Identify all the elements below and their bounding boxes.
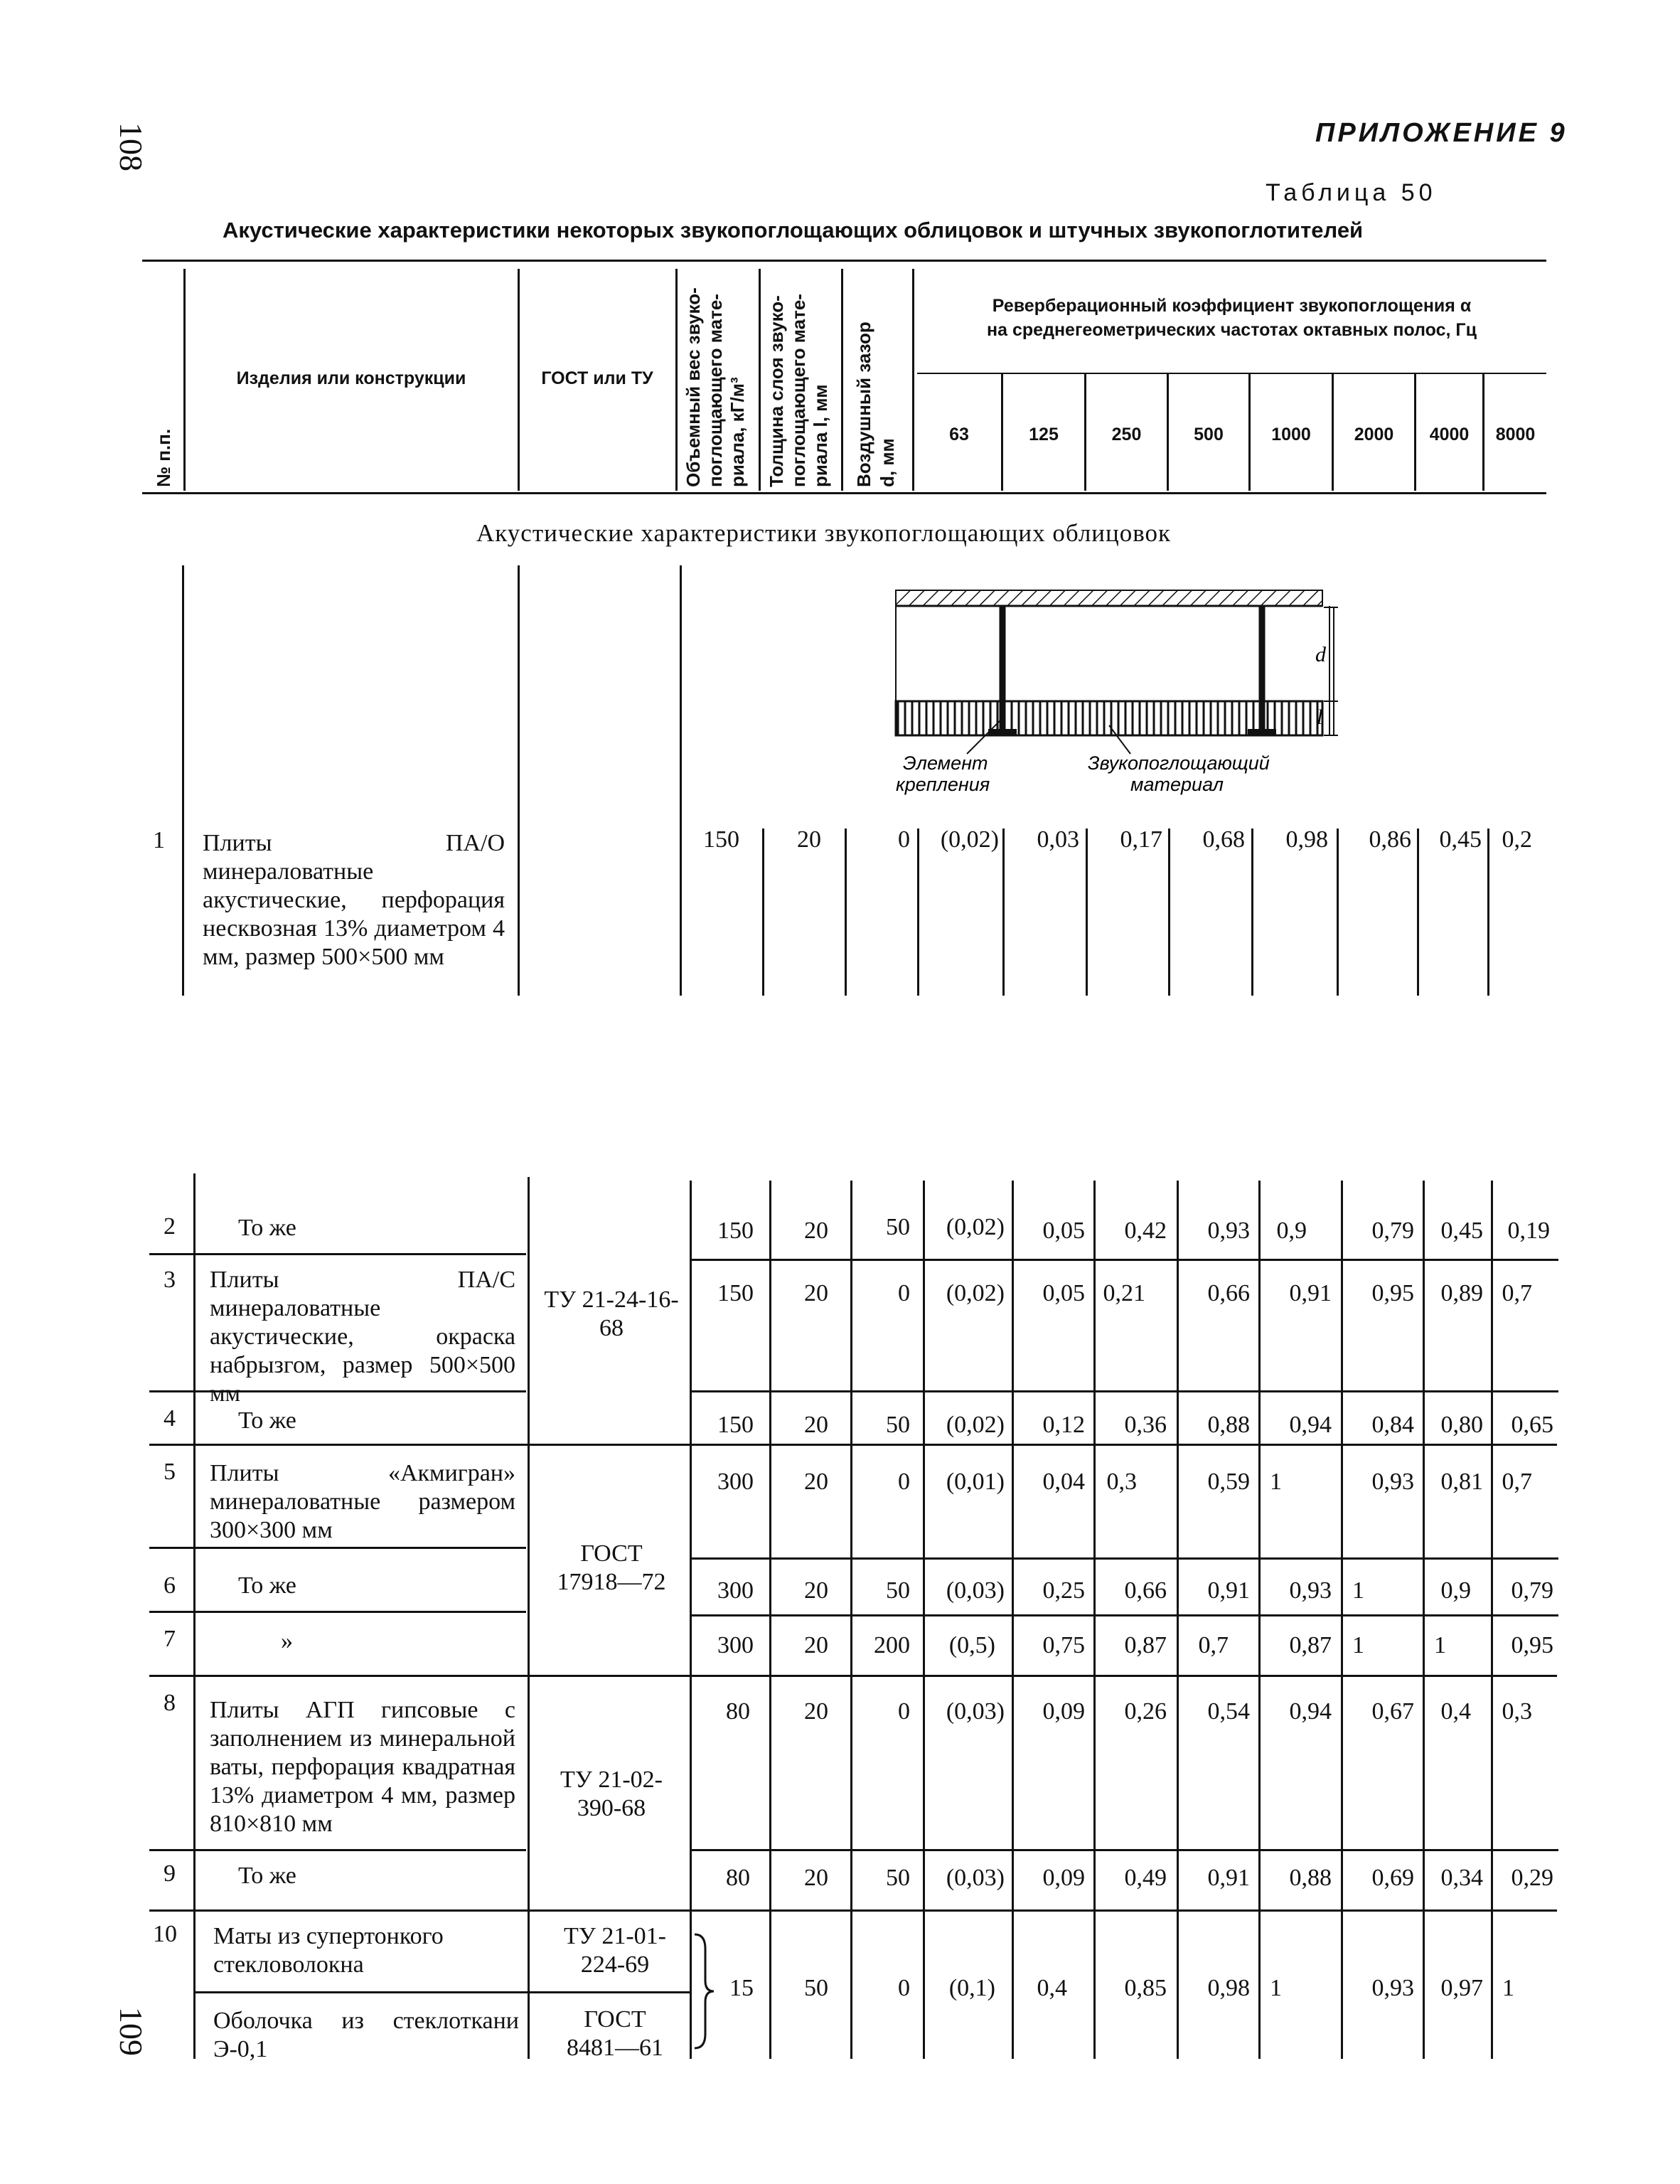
col-line xyxy=(518,565,520,996)
row-value: 0,91 xyxy=(1289,1280,1332,1306)
row-value: 0,91 xyxy=(1207,1577,1250,1604)
row-value: 0,45 xyxy=(1439,826,1482,853)
table-title: Акустические характеристики некоторых звукопоглощающих облицовок и штучных звукопоглотителей xyxy=(223,218,1364,243)
row-value: 0,7 xyxy=(1502,1280,1532,1306)
row-value: 0,2 xyxy=(1502,826,1532,853)
row-thickness: 50 xyxy=(804,1975,828,2001)
label-element: Элемент xyxy=(903,752,988,774)
row-thickness: 20 xyxy=(804,1469,828,1495)
row-value: 0,66 xyxy=(1207,1280,1250,1306)
header-divider xyxy=(675,269,678,491)
row-rule xyxy=(149,1547,526,1549)
header-coef-1: Реверберационный коэффициент звукопоглощения α xyxy=(992,296,1472,316)
row-value: 0,3 xyxy=(1502,1698,1532,1725)
col-line xyxy=(1168,829,1170,996)
row-rule xyxy=(691,1614,1558,1616)
row-value: (0,5) xyxy=(948,1632,995,1658)
row-value: 0,05 xyxy=(1042,1280,1085,1306)
row-thickness: 20 xyxy=(804,1412,828,1438)
col-line xyxy=(193,1173,196,2059)
row-value: 1 xyxy=(1434,1632,1446,1658)
row-value: 0,98 xyxy=(1207,1975,1250,2001)
col-line xyxy=(845,829,847,996)
row-number: 3 xyxy=(164,1267,176,1293)
row-number: 4 xyxy=(164,1405,176,1432)
row-value: 1 xyxy=(1270,1975,1282,2001)
row-rule xyxy=(149,1444,1557,1446)
row-gost: ГОСТ 17918—72 xyxy=(557,1540,666,1595)
row-density: 300 xyxy=(717,1577,754,1604)
row-thickness: 20 xyxy=(804,1632,828,1658)
row-value: 0,3 xyxy=(1106,1469,1137,1495)
row-gost: ТУ 21-01-224-69 xyxy=(564,1923,666,1978)
col-line xyxy=(1093,1181,1096,2059)
col-line xyxy=(1002,829,1005,996)
label-d: d xyxy=(1315,643,1326,666)
row-value: 0,86 xyxy=(1369,826,1411,853)
row-value: (0,02) xyxy=(946,1280,1005,1306)
row-value: 0,79 xyxy=(1511,1577,1553,1604)
col-line xyxy=(1417,829,1419,996)
row-density: 150 xyxy=(717,1412,754,1438)
row-rule xyxy=(149,1675,1557,1677)
row-value: 0,59 xyxy=(1207,1469,1250,1495)
row-value: 0,05 xyxy=(1042,1218,1085,1244)
row-value: 0,26 xyxy=(1124,1698,1167,1725)
col-line xyxy=(1258,1181,1261,2059)
col-line xyxy=(923,1181,925,2059)
row-value: 0,29 xyxy=(1511,1865,1553,1891)
row-number: 5 xyxy=(164,1459,176,1485)
row-thickness: 20 xyxy=(804,1280,828,1306)
row-value: 0,42 xyxy=(1124,1218,1167,1244)
header-divider xyxy=(841,269,843,491)
col-line xyxy=(850,1181,852,2059)
row-value: 0,25 xyxy=(1042,1577,1085,1604)
row-value: (0,01) xyxy=(946,1469,1005,1495)
row-value: 0,89 xyxy=(1440,1280,1483,1306)
lining-diagram xyxy=(874,583,1372,804)
appendix-label: ПРИЛОЖЕНИЕ 9 xyxy=(1315,118,1568,148)
header-freq: 250 xyxy=(1111,425,1142,444)
header-freq: 125 xyxy=(1029,425,1059,444)
header-product: Изделия или конструкции xyxy=(236,368,466,388)
header-density-3: риала, кГ/м³ xyxy=(727,377,748,487)
row-number: 2 xyxy=(164,1213,176,1240)
row-density: 300 xyxy=(717,1469,754,1495)
row-value: 0,21 xyxy=(1103,1280,1145,1306)
row-thickness: 20 xyxy=(797,826,821,853)
row-value: 0,66 xyxy=(1124,1577,1167,1604)
row-value: (0,02) xyxy=(946,1412,1005,1438)
row-value: 0,68 xyxy=(1202,826,1245,853)
row-value: (0,02) xyxy=(946,1214,1005,1240)
row-value: 1 xyxy=(1270,1469,1282,1495)
header-freq: 8000 xyxy=(1495,425,1536,444)
row-number: 9 xyxy=(164,1860,176,1887)
label-element-2: крепления xyxy=(896,774,990,795)
row-value: 0,17 xyxy=(1120,826,1162,853)
header-bottom-rule xyxy=(142,492,1546,494)
row-thickness: 20 xyxy=(804,1577,828,1604)
row-product: То же xyxy=(238,1572,296,1599)
table-label: Таблица 50 xyxy=(1266,179,1437,206)
page-number-top: 108 xyxy=(113,122,149,171)
row-product: Плиты «Акмигран» минераловатные размером 300×300 мм xyxy=(210,1460,515,1543)
header-gap-1: Воздушный зазор xyxy=(853,321,874,487)
row-gost: ТУ 21-24-16-68 xyxy=(544,1287,679,1341)
row-value: 0,91 xyxy=(1207,1865,1250,1891)
row-value: 0,93 xyxy=(1371,1975,1414,2001)
row-value: 0,79 xyxy=(1371,1218,1414,1244)
row-thickness: 20 xyxy=(804,1218,828,1244)
row-rule xyxy=(149,1253,526,1255)
header-divider xyxy=(912,269,914,491)
row-value: 0,88 xyxy=(1289,1865,1332,1891)
header-top-rule xyxy=(142,260,1546,262)
row-value: 1 xyxy=(1352,1632,1364,1658)
row-value: (0,03) xyxy=(946,1865,1005,1891)
row-value: 0,75 xyxy=(1042,1632,1085,1658)
row-thickness: 20 xyxy=(804,1698,828,1725)
header-thickness-1: Толщина слоя звуко- xyxy=(766,295,787,487)
header-freq: 4000 xyxy=(1429,425,1470,444)
row-value: 0,95 xyxy=(1371,1280,1414,1306)
row-density: 150 xyxy=(703,826,739,853)
row-value: 0,03 xyxy=(1037,826,1079,853)
row-product: » xyxy=(281,1628,293,1654)
col-line xyxy=(528,1177,530,2059)
row-value: 0,81 xyxy=(1440,1469,1483,1495)
row-value: (0,03) xyxy=(946,1577,1005,1604)
row-value: 0,7 xyxy=(1198,1632,1229,1658)
row-value: 0,87 xyxy=(1289,1632,1332,1658)
col-line xyxy=(680,565,682,996)
section-title: Акустические характеристики звукопоглощающих облицовок xyxy=(476,519,1172,547)
row-gost: ТУ 21-02-390-68 xyxy=(560,1767,663,1821)
row-rule xyxy=(149,1849,526,1851)
label-material-2: материал xyxy=(1130,774,1224,795)
row-value: 0,69 xyxy=(1371,1865,1414,1891)
row-density: 150 xyxy=(717,1280,754,1306)
row-product: Плиты АГП гипсовые с заполнением из минеральной ваты, перфорация квадратная 13% диаметром 4 мм, размер 810×810 мм xyxy=(210,1697,515,1837)
row-value: 0,34 xyxy=(1440,1865,1483,1891)
row-rule xyxy=(149,1611,526,1613)
row-value: 0,87 xyxy=(1124,1632,1167,1658)
row-gost-sub: ГОСТ 8481—61 xyxy=(567,2006,663,2061)
header-freq: 1000 xyxy=(1271,425,1311,444)
row-product: То же xyxy=(238,1215,296,1241)
row-rule xyxy=(149,1909,1557,1912)
row-product: Плиты ПА/С минераловатные акустические, окраска набрызгом, размер 500×500 мм xyxy=(210,1267,515,1407)
row-rule xyxy=(691,1390,1558,1392)
header-freq: 500 xyxy=(1194,425,1224,444)
col-line xyxy=(762,829,764,996)
row-value: 0,94 xyxy=(1289,1698,1332,1725)
row-value: 0,65 xyxy=(1511,1412,1553,1438)
header-freq-rule xyxy=(917,373,1546,374)
row-density: 15 xyxy=(729,1975,754,2001)
row-gap: 50 xyxy=(886,1412,910,1438)
col-line xyxy=(1487,829,1489,996)
row-gap: 0 xyxy=(898,1469,910,1495)
row-product: То же xyxy=(238,1407,296,1434)
row-gap: 0 xyxy=(898,1975,910,2001)
col-line xyxy=(1251,829,1253,996)
col-line xyxy=(182,565,184,996)
row-product-sub: Оболочка из стеклоткани Э-0,1 xyxy=(213,2008,519,2062)
col-line xyxy=(917,829,919,996)
col-line xyxy=(1337,829,1339,996)
row-rule xyxy=(691,1259,1558,1261)
col-line xyxy=(1012,1181,1014,2059)
row-value: 0,45 xyxy=(1440,1218,1483,1244)
row-gap: 200 xyxy=(874,1632,910,1658)
row-density: 80 xyxy=(726,1865,750,1891)
header-density-2: поглощающего мате- xyxy=(705,294,726,487)
row-value: 0,93 xyxy=(1207,1218,1250,1244)
row-value: 0,85 xyxy=(1124,1975,1167,2001)
label-material: Звукопоглощающий xyxy=(1088,752,1270,774)
col-line xyxy=(1423,1181,1425,2059)
row-product: Маты из супертонкого стекловолокна xyxy=(213,1923,444,1978)
row-value: 0,9 xyxy=(1440,1577,1471,1604)
col-line xyxy=(769,1181,771,2059)
row-value: 0,88 xyxy=(1207,1412,1250,1438)
header-gost: ГОСТ или ТУ xyxy=(541,368,653,388)
col-line xyxy=(1341,1181,1343,2059)
header-freq: 63 xyxy=(949,425,969,444)
row-value: 0,4 xyxy=(1037,1975,1067,2001)
header-num: № п.п. xyxy=(153,428,174,487)
row-value: 0,7 xyxy=(1502,1469,1532,1495)
row-value: 0,49 xyxy=(1124,1865,1167,1891)
row-gap: 0 xyxy=(898,1698,910,1725)
header-divider xyxy=(759,269,761,491)
header-thickness-3: риала l, мм xyxy=(810,384,831,487)
col-line xyxy=(690,1181,692,2059)
row-value: 0,67 xyxy=(1371,1698,1414,1725)
row-number: 10 xyxy=(153,1921,177,1947)
row-number: 7 xyxy=(164,1626,176,1652)
row-value: 0,94 xyxy=(1289,1412,1332,1438)
row-gap: 50 xyxy=(886,1577,910,1604)
header-gap-2: d, мм xyxy=(877,438,898,487)
header-coef-2: на среднегеометрических частотах октавных полос, Гц xyxy=(987,320,1477,340)
row-rule xyxy=(691,1849,1558,1851)
row-density: 150 xyxy=(717,1218,754,1244)
row-density: 80 xyxy=(726,1698,750,1725)
row-value: 0,80 xyxy=(1440,1412,1483,1438)
ceiling-hatch xyxy=(896,590,1322,606)
row-value: 0,12 xyxy=(1042,1412,1085,1438)
row-product: То же xyxy=(238,1863,296,1889)
row-value: 0,98 xyxy=(1285,826,1328,853)
label-l: l xyxy=(1317,705,1323,729)
row-value: 0,9 xyxy=(1276,1218,1307,1244)
header-thickness-2: поглощающего мате- xyxy=(788,294,809,487)
row-value: 0,09 xyxy=(1042,1698,1085,1725)
row-value: 0,84 xyxy=(1371,1412,1414,1438)
row-value: 0,19 xyxy=(1507,1218,1550,1244)
row-value: 0,93 xyxy=(1289,1577,1332,1604)
row-density: 300 xyxy=(717,1632,754,1658)
row-value: (0,02) xyxy=(940,826,999,853)
row-value: 1 xyxy=(1502,1975,1514,2001)
row-value: 1 xyxy=(1352,1577,1364,1604)
row-gap: 50 xyxy=(886,1214,910,1240)
row-value: 0,4 xyxy=(1440,1698,1471,1725)
row-value: (0,1) xyxy=(948,1975,995,2001)
row-thickness: 20 xyxy=(804,1865,828,1891)
col-line xyxy=(1086,829,1088,996)
row-number: 8 xyxy=(164,1690,176,1716)
row-value: 0,09 xyxy=(1042,1865,1085,1891)
header-freq: 2000 xyxy=(1354,425,1394,444)
row-value: 0,95 xyxy=(1511,1632,1553,1658)
row-value: 0,93 xyxy=(1371,1469,1414,1495)
row-number: 6 xyxy=(164,1572,176,1599)
col-line xyxy=(1177,1181,1179,2059)
row-value: 0,04 xyxy=(1042,1469,1085,1495)
row-value: 0,54 xyxy=(1207,1698,1250,1725)
row-product: Плиты ПА/О минераловатные акустические, перфорация несквозная 13% диаметром 4 мм, размер 500×500 мм xyxy=(203,830,505,970)
row-gap: 0 xyxy=(898,826,910,853)
row-value: (0,03) xyxy=(946,1698,1005,1725)
page-number-bottom: 109 xyxy=(113,2007,149,2056)
row-gap: 50 xyxy=(886,1865,910,1891)
row-value: 0,36 xyxy=(1124,1412,1167,1438)
header-density-1: Объемный вес звуко- xyxy=(683,287,704,487)
row-rule xyxy=(193,1991,690,1993)
col-line xyxy=(1491,1181,1493,2059)
row-rule xyxy=(691,1557,1558,1560)
row-number: 1 xyxy=(153,827,165,853)
row-value: 0,97 xyxy=(1440,1975,1483,2001)
row-gap: 0 xyxy=(898,1280,910,1306)
